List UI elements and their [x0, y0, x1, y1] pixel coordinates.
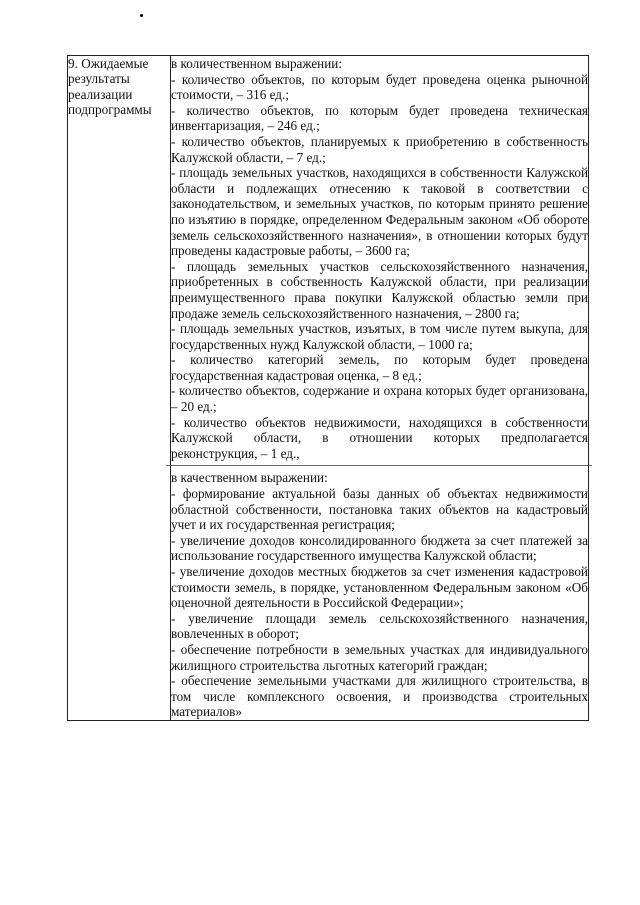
section-label-cell — [68, 56, 171, 721]
list-item: - количество объектов, планируемых к приобретению в собственность Калужской области, – 7 ед.; — [171, 133, 588, 165]
list-item: - площадь земельных участков сельскохозяйственного назначения, приобретенных в собственность Калужской области, при реализации преимущественного права покупки Калужской областью земли при продаже земель сельскохозяйственного назначения, – 2800 га; — [171, 258, 588, 321]
list-item: - увеличение доходов местных бюджетов за счет изменения кадастровой стоимости земель, в порядке, установленном Федеральным законом «Об оценочной деятельности в Российской Федерации»; — [171, 564, 588, 611]
list-item: - увеличение площади земель сельскохозяйственного назначения, вовлеченных в оборот; — [171, 610, 588, 642]
section-label: 9. Ожидаемые результаты реализации подпрограммы — [68, 56, 152, 118]
list-item: - количество объектов недвижимости, находящихся в собственности Калужской области, в отношении которых предполагается реконструкция, – 1 ед., — [171, 414, 588, 461]
list-item: - площадь земельных участков, находящихся в собственности Калужской области и подлежащих отнесению к таковой в соответствии с законодательством, и земельных участков, по которым принято решение по изъятию в порядке, определенном Федеральным законом «Об обороте земель сельскохозяйственного назначения», в отношении которых будут проведены кадастровые работы, – 3600 га; — [171, 165, 588, 259]
table-row — [68, 56, 589, 721]
list-item: - количество категорий земель, по которым будет проведена государственная кадастровая оценка, – 8 ед.; — [171, 352, 588, 383]
list-item: - количество объектов, по которым будет проведена техническая инвентаризация, – 246 ед.; — [171, 102, 588, 134]
program-results-table — [67, 55, 589, 721]
section-divider — [166, 465, 592, 466]
list-item: - количество объектов, по которым будет проведена оценка рыночной стоимости, – 316 ед.; — [171, 71, 588, 103]
quantitative-heading: в количественном выражении: — [171, 56, 343, 71]
qualitative-heading: в качественном выражении: — [171, 470, 328, 486]
scan-dot-mark — [140, 14, 143, 17]
list-item: - увеличение доходов консолидированного бюджета за счет платежей за использование государственного имущества Калужской области; — [171, 532, 588, 564]
list-item: - обеспечение земельными участками для жилищного строительства, в том числе комплексного освоения, и производства строительных материалов» — [171, 673, 588, 720]
list-item: - количество объектов, содержание и охрана которых будет организована, – 20 ед.; — [171, 383, 588, 415]
list-item: - площадь земельных участков, изъятых, в том числе путем выкупа, для государственных нужд Калужской области, – 1000 га; — [171, 321, 588, 352]
list-item: - обеспечение потребности в земельных участках для индивидуального жилищного строительства льготных категорий граждан; — [171, 641, 588, 673]
section-content-cell — [171, 56, 589, 721]
list-item: - формирование актуальной базы данных об объектах недвижимости областной собственности, постановка таких объектов на кадастровый учет и их государственная регистрация; — [171, 486, 588, 533]
